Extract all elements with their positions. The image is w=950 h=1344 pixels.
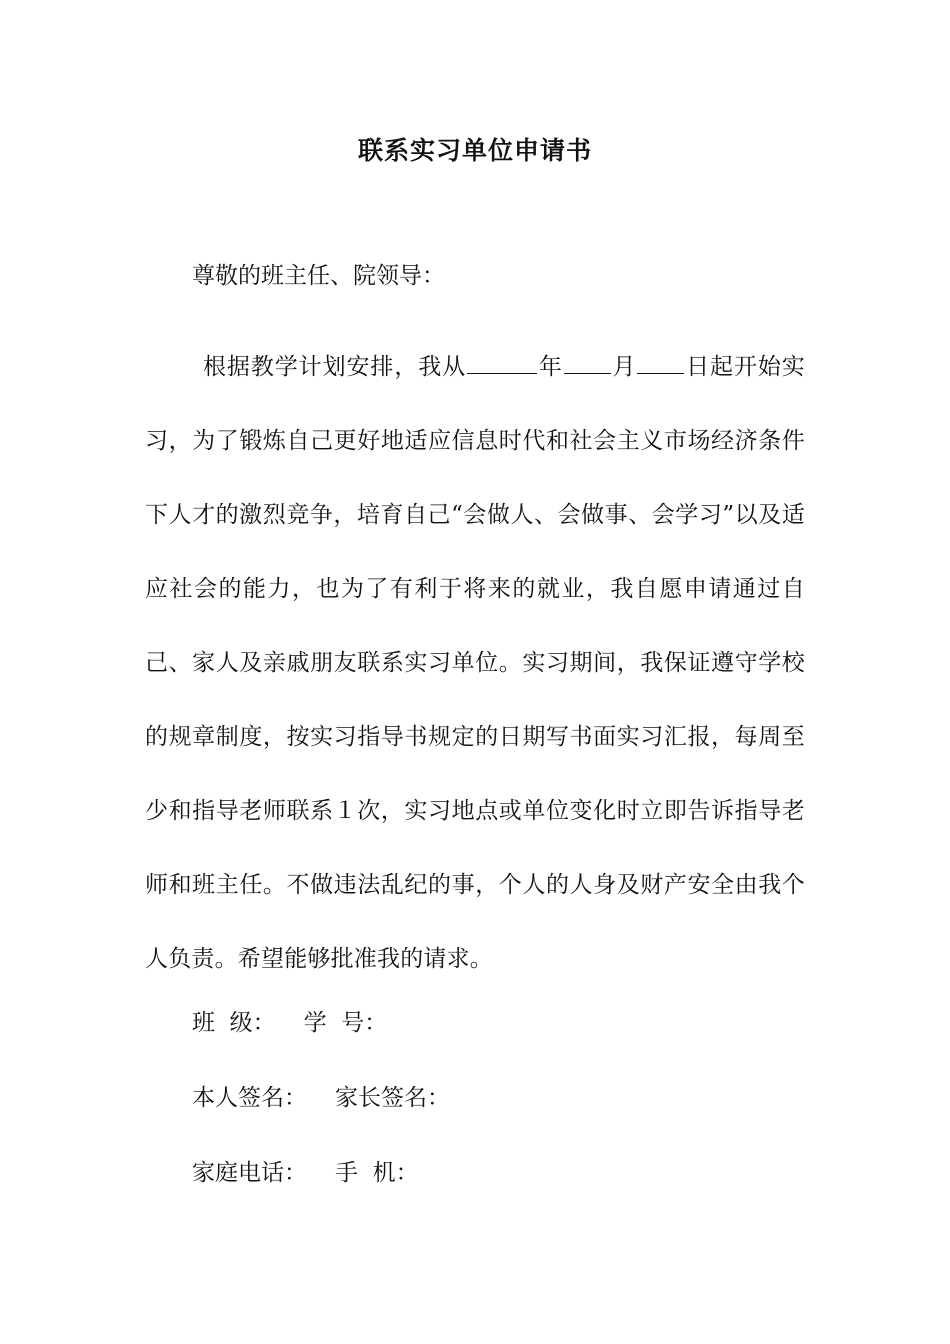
home-phone-label: 家庭电话： bbox=[192, 1160, 307, 1186]
document-title: 联系实习单位申请书 bbox=[357, 136, 592, 165]
paragraph-text-rest: 日起开始实习，为了锻炼自己更好地适应信息时代和社会主义市场经济条件下人才的激烈竞争，培育自己“会做人、会做事、会学习”以及适应社会的能力，也为了有利于将来的就业，我自愿申请通过自己、家人及亲戚朋友联系实习单位。实习期间，我保证遵守学校的规章制度，按实习指导书规定的日期写书面实习汇报，每周至少和指导老师联系１次，实习地点或单位变化时立即告诉指导老师和班主任。不做违法乱纪的事，个人的人身及财产安全由我个人负责。希望能够批准我的请求。 bbox=[145, 354, 806, 972]
signature-row bbox=[192, 1080, 450, 1116]
parent-signature-label: 家长签名： bbox=[335, 1085, 450, 1111]
student-id-label: 学 号： bbox=[303, 1010, 388, 1036]
month-unit: 月 bbox=[611, 354, 637, 380]
phone-row bbox=[192, 1155, 419, 1191]
paragraph-text-start: 根据教学计划安排，我从 bbox=[203, 354, 467, 380]
month-blank[interactable] bbox=[564, 351, 611, 374]
class-label: 班 级： bbox=[192, 1010, 276, 1036]
salutation: 尊敬的班主任、院领导： bbox=[192, 263, 445, 289]
year-unit: 年 bbox=[538, 354, 563, 380]
day-blank[interactable] bbox=[637, 351, 684, 374]
signature-label: 本人签名： bbox=[192, 1085, 307, 1111]
mobile-label: 手 机： bbox=[335, 1160, 419, 1186]
application-body-paragraph bbox=[145, 330, 805, 996]
class-student-id-row bbox=[192, 1005, 387, 1041]
year-blank[interactable] bbox=[467, 351, 537, 374]
